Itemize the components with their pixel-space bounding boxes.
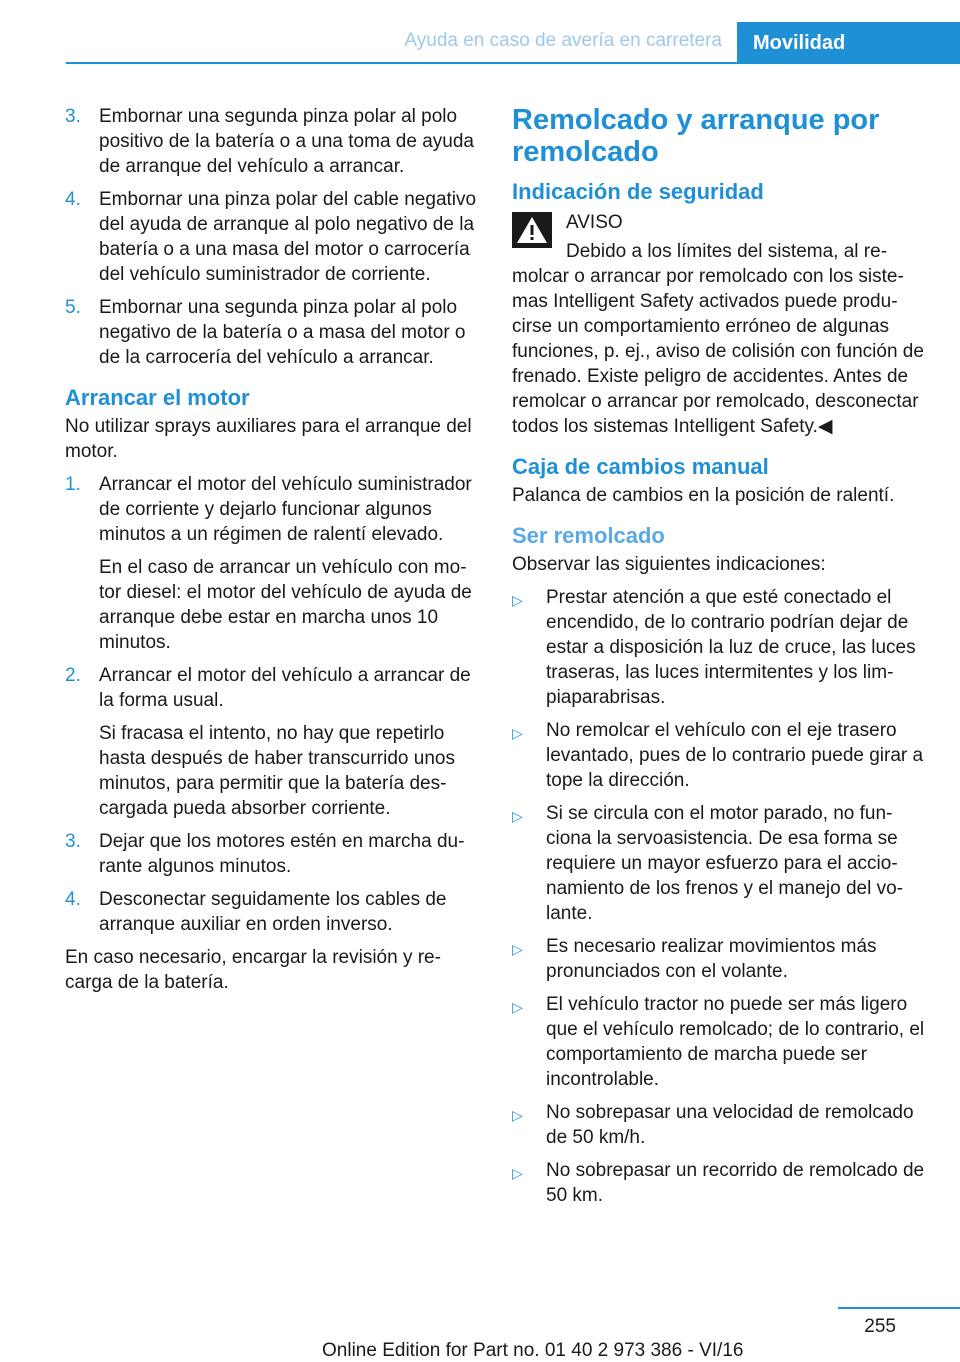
list-item: [65, 104, 481, 179]
bullet-text: No sobrepasar una velocidad de remolcado de 50 km/h.: [546, 1102, 914, 1148]
list-item: [65, 829, 481, 879]
section-title: Remolcado y arranque por remolcado: [512, 104, 880, 168]
warning-text: Debido a los límites del sistema, al remolcar o arrancar por remolcado con los sistemas Intelligent Safety activados puede producirse un comportamiento erróneo de algunas funciones, p. ej., aviso de colisión con función de frenado. Existe peligro de accidentes. Antes de remolcar o arrancar por remolcado, desconectar todos los sistemas Intelligent Safety.◀: [512, 241, 924, 437]
list-item: [512, 1158, 930, 1208]
warning-label: AVISO: [566, 212, 623, 233]
step-note: En el caso de arrancar un vehículo con motor diesel: el motor del vehículo de ayuda de arranque debe estar en marcha unos 10 minutos.: [99, 557, 472, 653]
bullet-text: Si se circula con el motor parado, no funciona la servoasistencia. De esa forma se requiere un mayor esfuerzo para el accionamiento de los frenos y el manejo del volante.: [546, 803, 903, 924]
towed-heading: Ser remolcado: [512, 523, 665, 548]
list-item: [512, 585, 930, 710]
list-item: [65, 295, 481, 370]
bullet-list: [512, 585, 930, 1208]
page-number: 255: [864, 1316, 896, 1337]
list-item: [512, 718, 930, 793]
step-note: Si fracasa el intento, no hay que repetirlo hasta después de haber transcurrido unos minutos, para permitir que la batería descargada pueda absorber corriente.: [99, 723, 455, 819]
bullet-text: No sobrepasar un recorrido de remolcado de 50 km.: [546, 1160, 925, 1206]
step-number: 1.: [65, 474, 81, 495]
step-text: Arrancar el motor del vehículo a arrancar de la forma usual.: [99, 665, 471, 711]
triangle-bullet-icon: ▷: [512, 1107, 523, 1123]
paragraph: En caso necesario, encargar la revisión y recarga de la batería.: [65, 947, 441, 993]
list-item: [512, 992, 930, 1092]
bullet-text: Es necesario realizar movimientos más pronunciados con el volante.: [546, 936, 877, 982]
bullet-text: No remolcar el vehículo con el eje trasero levantado, pues de lo contrario puede girar a tope la dirección.: [546, 720, 924, 791]
section-heading-start-engine: Arrancar el motor: [65, 385, 250, 410]
step-text: Desconectar seguidamente los cables de arranque auxiliar en orden inverso.: [99, 889, 447, 935]
step-number: 3.: [65, 831, 81, 852]
step-text: Embornar una segunda pinza polar al polo negativo de la batería o a masa del motor o de la carrocería del vehículo a arrancar.: [99, 297, 466, 368]
right-column: [512, 104, 930, 1216]
warning-icon: [512, 212, 552, 248]
step-text: Embornar una pinza polar del cable negativo del ayuda de arranque al polo negativo de la batería o a una masa del motor o carrocería del vehículo suministrador de corriente.: [99, 189, 477, 285]
edition-note: Online Edition for Part no. 01 40 2 973 386 - VI/16: [322, 1340, 744, 1361]
paragraph: Palanca de cambios en la posición de ralentí.: [512, 485, 895, 506]
warning-block: [512, 210, 930, 439]
bullet-text: Prestar atención a que esté conectado el encendido, de lo contrario podrían dejar de estar a disposición la luz de cruce, las luces traseras, las luces intermitentes y los limpiaparabrisas.: [546, 587, 916, 708]
step-text: Arrancar el motor del vehículo suministrador de corriente y dejarlo funcionar algunos minutos a un régimen de ralentí elevado.: [99, 474, 472, 545]
list-item: [512, 801, 930, 926]
safety-heading: Indicación de seguridad: [512, 179, 764, 204]
gearbox-heading: Caja de cambios manual: [512, 454, 769, 479]
header-section-title: Ayuda en caso de avería en carretera: [404, 30, 722, 51]
footer-rule: [838, 1307, 960, 1309]
left-column: [65, 104, 481, 1003]
header-chapter-tab: Movilidad: [737, 22, 960, 64]
step-number: 4.: [65, 889, 81, 910]
paragraph: No utilizar sprays auxiliares para el arranque del motor.: [65, 416, 472, 462]
step-number: 2.: [65, 665, 81, 686]
list-item: [65, 887, 481, 937]
paragraph: Observar las siguientes indicaciones:: [512, 554, 826, 575]
step-number: 3.: [65, 106, 81, 127]
steps-list-b: [65, 472, 481, 937]
list-item: [65, 187, 481, 287]
list-item: [512, 934, 930, 984]
step-number: 5.: [65, 297, 81, 318]
list-item: [512, 1100, 930, 1150]
step-text: Embornar una segunda pinza polar al polo positivo de la batería o a una toma de ayuda de arranque del vehículo a arrancar.: [99, 106, 474, 177]
triangle-bullet-icon: ▷: [512, 1165, 523, 1181]
triangle-bullet-icon: ▷: [512, 725, 523, 741]
triangle-bullet-icon: ▷: [512, 941, 523, 957]
triangle-bullet-icon: ▷: [512, 999, 523, 1015]
steps-list-a: [65, 104, 481, 370]
bullet-text: El vehículo tractor no puede ser más ligero que el vehículo remolcado; de lo contrario, el comportamiento de marcha puede ser incontrolable.: [546, 994, 925, 1090]
list-item: [65, 663, 481, 821]
step-number: 4.: [65, 189, 81, 210]
triangle-bullet-icon: ▷: [512, 808, 523, 824]
step-text: Dejar que los motores estén en marcha durante algunos minutos.: [99, 831, 465, 877]
triangle-bullet-icon: ▷: [512, 592, 523, 608]
list-item: [65, 472, 481, 655]
